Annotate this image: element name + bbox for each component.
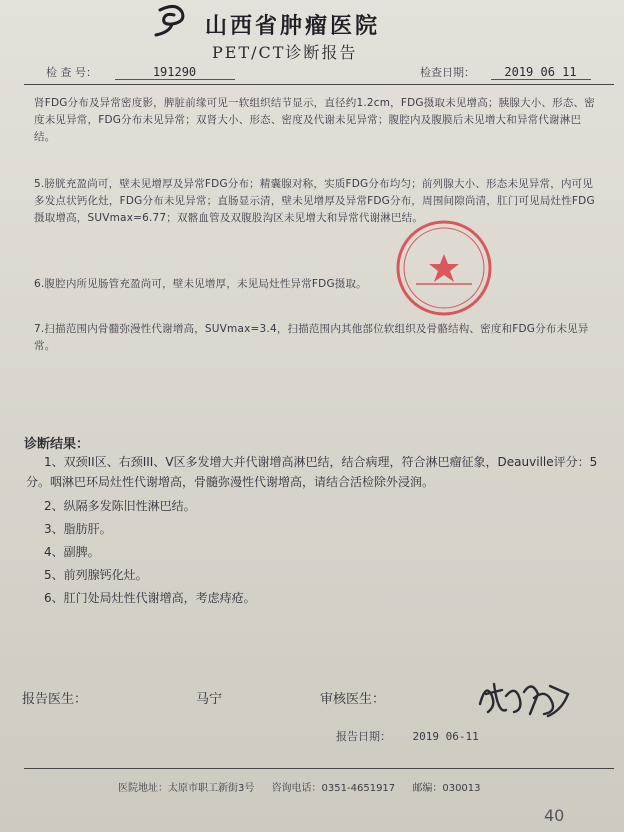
diagnosis-item: 6、肛门处局灶性代谢增高，考虑痔疮。 <box>44 591 256 605</box>
footer-address: 医院地址：太原市职工新街3号 <box>118 783 255 794</box>
diagnosis-title: 诊断结果： <box>24 437 90 452</box>
exam-number-label: 检 查 号： <box>46 66 97 79</box>
diagnosis-item: 2、纵隔多发陈旧性淋巴结。 <box>44 499 196 513</box>
diagnosis-list <box>26 452 606 610</box>
report-date-value: 2019 06-11 <box>412 730 479 743</box>
finding-paragraph-7: 7.扫描范围内骨髓弥漫性代谢增高，SUVmax=3.4，扫描范围内其他部位软组织及骨骼结构、密度和FDG分布未见异常。 <box>34 323 589 352</box>
exam-number-value: 191290 <box>115 65 235 80</box>
page-number: 40 <box>544 806 565 825</box>
diagnosis-item: 4、副脾。 <box>44 545 100 559</box>
exam-date-value: 2019 06 11 <box>491 65 591 80</box>
exam-date-field <box>420 64 591 80</box>
hospital-logo-icon <box>150 4 188 38</box>
reviewer-signature <box>472 674 578 720</box>
finding-paragraph-4: 肾FDG分布及异常密度影，脾脏前缘可见一软组织结节显示，直径约1.2cm，FDG摄取未见增高；胰腺大小、形态、密度未见异常，FDG分布未见异常；双肾大小、形态、密度及代谢未见异常；腹腔内及腹膜后未见增大和异常代谢淋巴结。 <box>34 97 595 143</box>
report-title: PET/CT诊断报告 <box>212 43 358 62</box>
exam-number-field <box>46 64 235 80</box>
footer-divider <box>24 768 614 769</box>
header-divider <box>24 84 614 85</box>
footer <box>118 779 495 794</box>
report-date-field <box>336 728 479 744</box>
hospital-name: 山西省肿瘤医院 <box>205 13 381 39</box>
diagnosis-item: 5、前列腺钙化灶。 <box>44 568 148 582</box>
finding-paragraph-6: 6.腹腔内所见肠管充盈尚可，壁未见增厚，未见局灶性异常FDG摄取。 <box>34 278 367 290</box>
footer-phone: 咨询电话：0351-4651917 <box>271 783 396 794</box>
diagnosis-item: 3、脂肪肝。 <box>44 522 112 536</box>
reviewer-label: 审核医生： <box>320 692 386 707</box>
diagnosis-item: 1、双颈II区、右颈III、V区多发增大并代谢增高淋巴结，结合病理，符合淋巴瘤征象，Deauville评分：5分。咽淋巴环局灶性代谢增高，骨髓弥漫性代谢增高，请结合活检除外浸润。 <box>26 455 598 489</box>
footer-postcode: 邮编：030013 <box>412 783 481 794</box>
finding-paragraph-5: 5.膀胱充盈尚可，壁未见增厚及异常FDG分布；精囊腺对称，实质FDG分布均匀；前列腺大小、形态未见异常，内可见多发点状钙化灶，FDG分布未见异常；直肠显示清，壁未见增厚及异常FDG分布，周围间隙尚清，肛门可见局灶性FDG摄取增高，SUVmax=6.77；双髂血管及双腹股沟区未见增大和异常代谢淋巴结。 <box>34 178 595 224</box>
doctor-label: 报告医生： <box>22 692 88 707</box>
exam-date-label: 检查日期： <box>420 66 475 79</box>
hospital-seal-stamp <box>394 218 494 318</box>
doctor-name: 马宁 <box>196 692 223 707</box>
report-date-label: 报告日期： <box>336 730 391 743</box>
